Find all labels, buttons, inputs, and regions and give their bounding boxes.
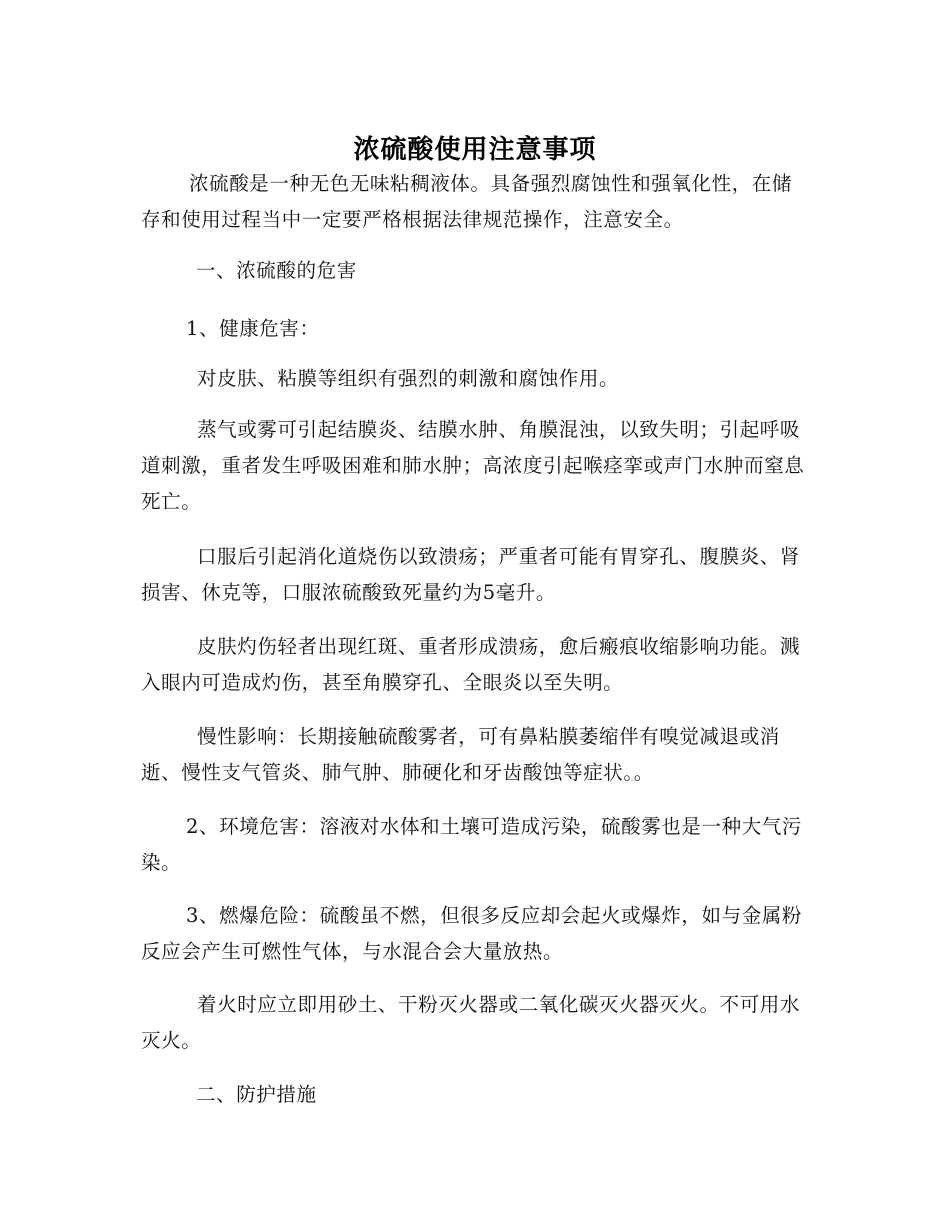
health-paragraph-vapor: 蒸气或雾可引起结膜炎、结膜水肿、角膜混浊，以致失明；引起呼吸道刺激，重者发生呼吸困难和肺水肿；高浓度引起喉痉挛或声门水肿而窒息死亡。 [141,418,805,513]
fire-hazard-paragraph: 3、燃爆危险：硫酸虽不燃，但很多反应却会起火或爆炸，如与金属粉反应会产生可燃性气体，与水混合会大量放热。 [141,904,803,963]
health-paragraph-chronic: 慢性影响：长期接触硫酸雾者，可有鼻粘膜萎缩伴有嗅觉减退或消逝、慢性支气管炎、肺气肿、肺硬化和牙齿酸蚀等症状。。 [141,725,780,784]
document-title: 浓硫酸使用注意事项 [353,135,597,166]
subheading-health-hazards: 1、健康危害： [186,317,320,340]
section-heading-protection: 二、防护措施 [196,1083,317,1106]
section-heading-hazards: 一、浓硫酸的危害 [196,259,357,282]
fire-extinguish-paragraph: 着火时应立即用砂土、干粉灭火器或二氧化碳灭火器灭火。不可用水灭火。 [141,993,801,1052]
health-paragraph-skin: 对皮肤、粘膜等组织有强烈的刺激和腐蚀作用。 [197,367,620,390]
environment-hazard-paragraph: 2、环境危害：溶液对水体和土壤可造成污染，硫酸雾也是一种大气污染。 [141,815,803,874]
intro-paragraph: 浓硫酸是一种无色无味粘稠液体。具备强烈腐蚀性和强氧化性，在储存和使用过程当中一定要严格根据法律规范操作，注意安全。 [141,172,793,231]
health-paragraph-burns: 皮肤灼伤轻者出现红斑、重者形成溃疡，愈后瘢痕收缩影响功能。溅入眼内可造成灼伤，甚至角膜穿孔、全眼炎以至失明。 [141,635,801,694]
health-paragraph-oral: 口服后引起消化道烧伤以致溃疡；严重者可能有胃穿孔、腹膜炎、肾损害、休克等，口服浓硫酸致死量约为5毫升。 [141,545,801,604]
